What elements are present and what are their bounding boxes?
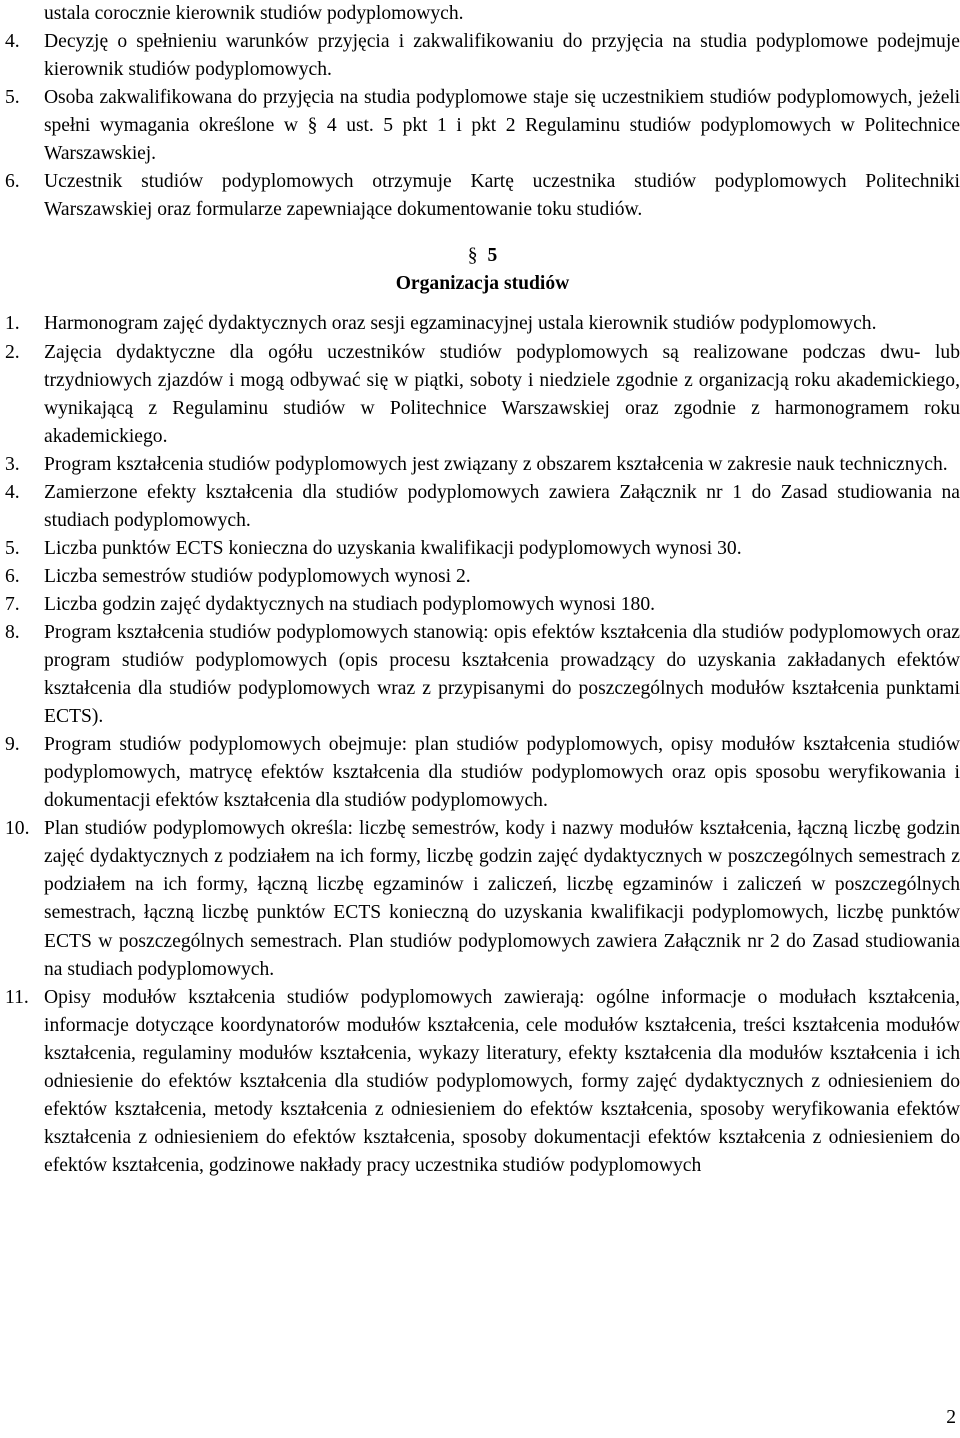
list-item [5, 619, 960, 731]
section-sign-symbol: § [467, 245, 478, 267]
section-heading [5, 242, 960, 298]
section-number [5, 242, 960, 270]
list-item-text: Opisy modułów kształcenia studiów podyplomowych zawierają: ogólne informacje o modułach kształcenia, informacje dotyczące koordynatorów modułów kształcenia, cele modułów kształcenia, treści kształcenia modułów kształcenia, regulaminy modułów kształcenia, wykazy literatury, efekty kształcenia dla modułów kształcenia i ich odniesienie do efektów kształcenia dla studiów podyplomowych, formy zajęć dydaktycznych z odniesieniem do efektów kształcenia, metody kształcenia z odniesieniem do efektów kształcenia, sposoby weryfikowania efektów kształcenia z odniesieniem do efektów kształcenia, sposoby dokumentacji efektów kształcenia z odniesieniem do efektów kształcenia, godzinowe nakłady pracy uczestnika studiów podyplomowych [44, 986, 960, 1176]
list-item [5, 563, 960, 591]
list-item-number: 10. [5, 818, 30, 840]
section-number-value: 5 [487, 245, 498, 267]
list-item [5, 731, 960, 815]
list-item [5, 168, 960, 224]
list-item-number: 6. [5, 565, 20, 587]
list-item-text: Harmonogram zajęć dydaktycznych oraz sesji egzaminacyjnej ustala kierownik studiów podyplomowych. [44, 313, 877, 335]
list-item-number: 2. [5, 341, 20, 363]
list-item-number: 8. [5, 621, 20, 643]
list-item [5, 451, 960, 479]
list-item-text: Plan studiów podyplomowych określa: liczbę semestrów, kody i nazwy modułów kształcenia, łączną liczbę godzin zajęć dydaktycznych z podziałem na ich formy, liczbę godzin zajęć dydaktycznych w poszczególnych semestrach z podziałem na ich formy, łączną liczbę egzaminów i zaliczeń, liczbę egzaminów i zaliczeń w poszczególnych semestrach, łączną liczbę punktów ECTS konieczną do uzyskania kwalifikacji podyplomowych, liczbę punktów ECTS w poszczególnych semestrach. Plan studiów podyplomowych zawiera Załącznik nr 2 do Zasad studiowania na studiach podyplomowych. [44, 818, 960, 980]
list-item-text: Liczba godzin zajęć dydaktycznych na studiach podyplomowych wynosi 180. [44, 593, 656, 615]
list-item-number: 4. [5, 31, 20, 53]
list-a [5, 28, 960, 224]
list-item-text: Decyzję o spełnieniu warunków przyjęcia i zakwalifikowaniu do przyjęcia na studia podyplomowe podejmuje kierownik studiów podyplomowych. [44, 31, 960, 81]
list-item [5, 591, 960, 619]
list-item-text: Osoba zakwalifikowana do przyjęcia na studia podyplomowe staje się uczestnikiem studiów podyplomowych, jeżeli spełni wymagania określone w § 4 ust. 5 pkt 1 i pkt 2 Regulaminu studiów podyplomowych w Politechnice Warszawskiej. [44, 87, 960, 165]
list-item-number: 5. [5, 87, 20, 109]
list-item-number: 1. [5, 313, 20, 335]
list-item-text: Program kształcenia studiów podyplomowych jest związany z obszarem kształcenia w zakresie nauk technicznych. [44, 453, 948, 475]
list-item-text: Liczba punktów ECTS konieczna do uzyskania kwalifikacji podyplomowych wynosi 30. [44, 537, 742, 559]
list-item-number: 11. [5, 986, 29, 1008]
list-item-text: Liczba semestrów studiów podyplomowych wynosi 2. [44, 565, 471, 587]
list-item-text: Program studiów podyplomowych obejmuje: plan studiów podyplomowych, opisy modułów kształcenia studiów podyplomowych, matrycę efektów kształcenia dla studiów podyplomowych oraz opis sposobu weryfikowania i dokumentacji efektów kształcenia dla studiów podyplomowych. [44, 734, 960, 812]
list-item-text: Program kształcenia studiów podyplomowych stanowią: opis efektów kształcenia dla studiów podyplomowych oraz program studiów podyplomowych (opis procesu kształcenia prowadzący do uzyskania zakładanych efektów kształcenia dla studiów podyplomowych wraz z przypisanymi do poszczególnych modułów kształcenia punktami ECTS). [44, 621, 960, 728]
section-title: Organizacja studiów [395, 273, 570, 295]
page-number: 2 [946, 1406, 956, 1428]
list-item [5, 84, 960, 168]
list-item [5, 984, 960, 1180]
list-item-text: Uczestnik studiów podyplomowych otrzymuje Kartę uczestnika studiów podyplomowych Politechniki Warszawskiej oraz formularze zapewniające dokumentowanie toku studiów. [44, 171, 960, 221]
list-item-number: 4. [5, 481, 20, 503]
list-item-number: 5. [5, 537, 20, 559]
list-b [5, 310, 960, 1179]
top-fragment: ustala corocznie kierownik studiów podyplomowych. [44, 3, 464, 24]
list-item [5, 815, 960, 983]
list-item-text: Zamierzone efekty kształcenia dla studiów podyplomowych zawiera Załącznik nr 1 do Zasad studiowania na studiach podyplomowych. [44, 481, 960, 531]
document-page [5, 0, 960, 1180]
list-item [5, 310, 960, 338]
list-item [5, 535, 960, 563]
list-item-number: 6. [5, 171, 20, 193]
list-item [5, 339, 960, 451]
list-item [5, 28, 960, 84]
list-item-number: 7. [5, 593, 20, 615]
list-item-number: 9. [5, 734, 20, 756]
list-item [5, 479, 960, 535]
list-item-text: Zajęcia dydaktyczne dla ogółu uczestników studiów podyplomowych są realizowane podczas dwu- lub trzydniowych zjazdów i mogą odbywać się w piątki, soboty i niedziele zgodnie z organizacją roku akademickiego, wynikającą z Regulaminu studiów w Politechnice Warszawskiej oraz zgodnie z harmonogramem roku akademickiego. [44, 341, 960, 447]
list-item-number: 3. [5, 453, 20, 475]
